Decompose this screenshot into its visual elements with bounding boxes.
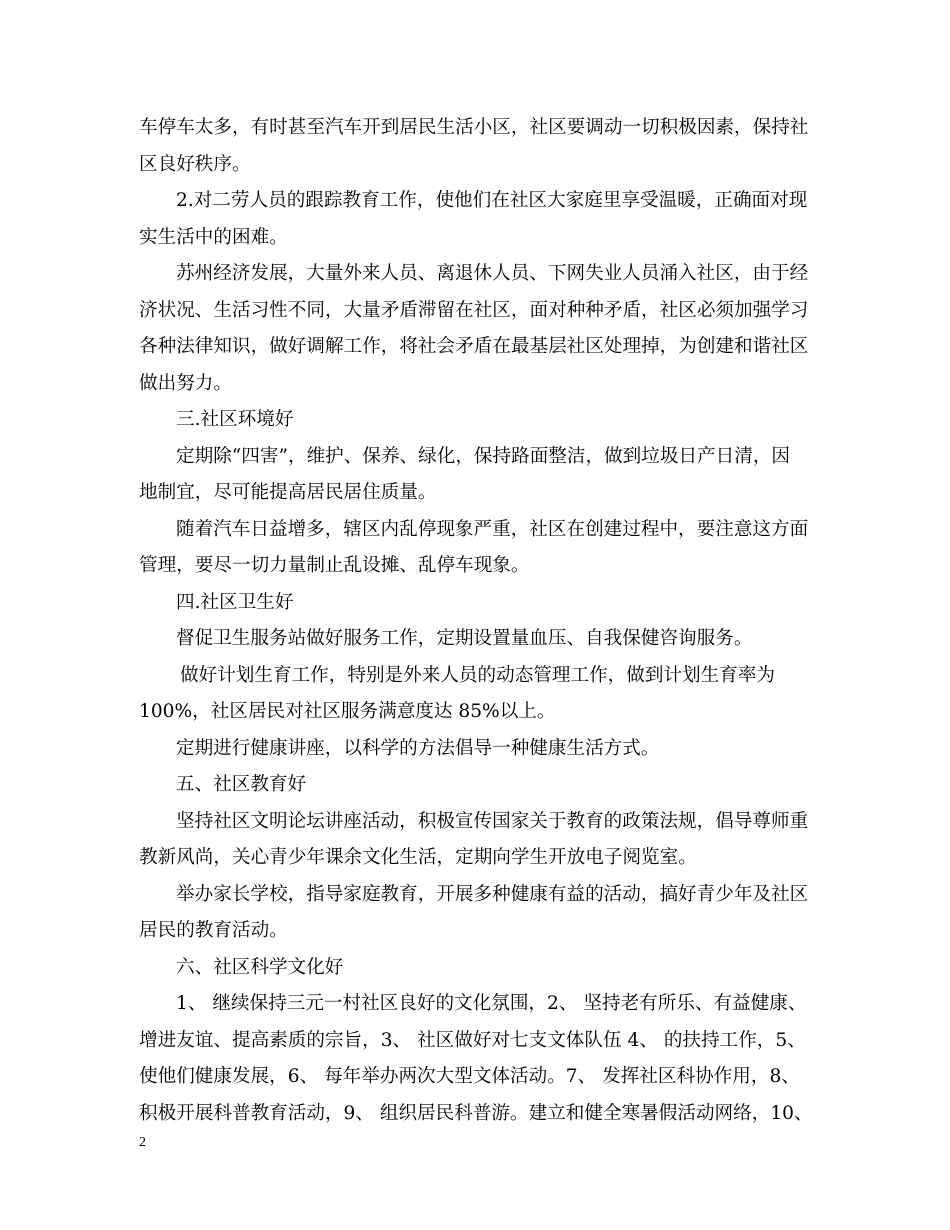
text-line: 苏州经济发展，大量外来人员、离退休人员、下网失业人员涌入社区，由于经 bbox=[176, 263, 809, 284]
text-line: 居民的教育活动。 bbox=[139, 920, 288, 941]
text-line: 车停车太多，有时甚至汽车开到居民生活小区，社区要调动一切积极因素，保持社 bbox=[139, 117, 809, 138]
text-line: 定期除“四害”，维护、保养、绿化，保持路面整洁，做到垃圾日产日清，因 bbox=[176, 446, 791, 467]
section-heading: 五、社区教育好 bbox=[176, 774, 307, 795]
text-line: 做出努力。 bbox=[139, 373, 232, 394]
text-line: 积极开展科普教育活动，9、 组织居民科普游。建立和健全寒暑假活动网络，10、 bbox=[139, 1103, 813, 1124]
page-number: 2 bbox=[139, 1135, 146, 1150]
text-line: 1、 继续保持三元一村社区良好的文化氛围，2、 坚持老有所乐、有益健康、 bbox=[176, 993, 807, 1014]
section-heading: 四.社区卫生好 bbox=[176, 592, 294, 613]
text-line: 督促卫生服务站做好服务工作，定期设置量血压、自我保健咨询服务。 bbox=[176, 628, 753, 649]
section-heading: 三.社区环境好 bbox=[176, 409, 294, 430]
text-line: 增进友谊、提高素质的宗旨，3、 社区做好对七支文体队伍 4、 的扶持工作，5、 bbox=[139, 1030, 806, 1051]
text-line: 随着汽车日益增多，辖区内乱停现象严重，社区在创建过程中，要注意这方面 bbox=[176, 519, 809, 540]
text-line: 做好计划生育工作，特别是外来人员的动态管理工作，做到计划生育率为 bbox=[180, 665, 776, 686]
text-line: 坚持社区文明论坛讲座活动，积极宣传国家关于教育的政策法规，倡导尊师重 bbox=[176, 811, 809, 832]
text-line: 定期进行健康讲座，以科学的方法倡导一种健康生活方式。 bbox=[176, 738, 660, 759]
text-line: 使他们健康发展，6、 每年举办两次大型文体活动。7、 发挥社区科协作用，8、 bbox=[139, 1066, 800, 1087]
section-heading: 六、社区科学文化好 bbox=[176, 957, 344, 978]
text-line: 实生活中的困难。 bbox=[139, 227, 288, 248]
text-line: 100%，社区居民对社区服务满意度达 85%以上。 bbox=[139, 701, 556, 722]
text-line: 教新风尚，关心青少年课余文化生活，定期向学生开放电子阅览室。 bbox=[139, 847, 697, 868]
text-line: 区良好秩序。 bbox=[139, 154, 251, 175]
text-line: 各种法律知识，做好调解工作，将社会矛盾在最基层社区处理掉，为创建和谐社区 bbox=[139, 336, 809, 357]
text-line: 济状况、生活习性不同，大量矛盾滞留在社区，面对种种矛盾，社区必须加强学习 bbox=[139, 300, 809, 321]
text-line: 2.对二劳人员的跟踪教育工作，使他们在社区大家庭里享受温暖，正确面对现 bbox=[176, 190, 808, 211]
text-line: 举办家长学校，指导家庭教育，开展多种健康有益的活动，搞好青少年及社区 bbox=[176, 884, 809, 905]
text-line: 地制宜，尽可能提高居民居住质量。 bbox=[139, 482, 437, 503]
text-line: 管理，要尽一切力量制止乱设摊、乱停车现象。 bbox=[139, 555, 530, 576]
